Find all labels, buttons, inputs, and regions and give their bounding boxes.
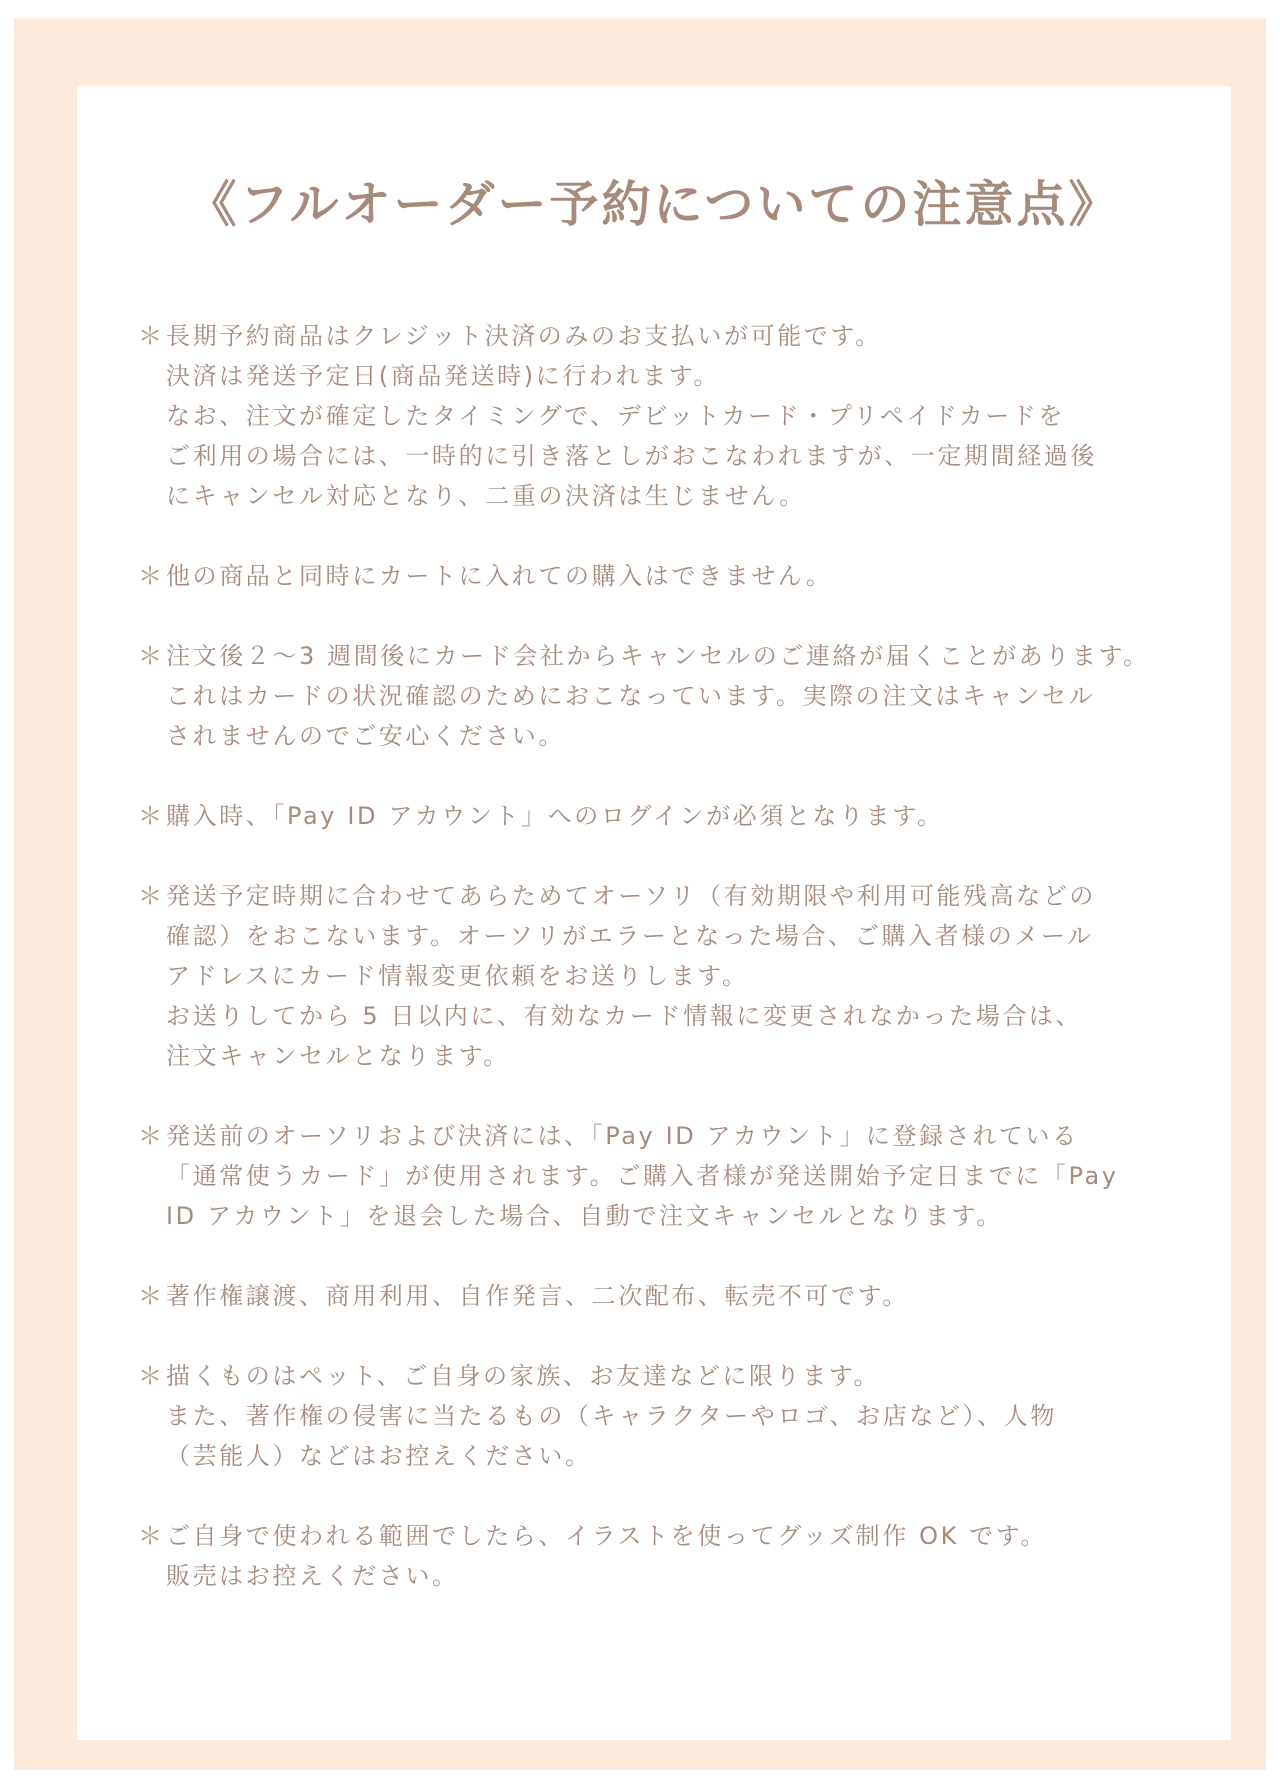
note-line: 他の商品と同時にカートに入れての購入はできません。: [166, 562, 833, 590]
bullet-mark: ＊: [138, 1122, 162, 1150]
note-line: アドレスにカード情報変更依頼をお送りします。: [166, 962, 749, 990]
bullet-mark: ＊: [138, 802, 162, 830]
note-line: ご自身で使われる範囲でしたら、イラストを使ってグッズ制作 OK です。: [166, 1522, 1048, 1550]
note-line: ご利用の場合には、一時的に引き落としがおこなわれますが、一定期間経過後: [166, 442, 1097, 470]
note-item-default-card: [138, 1116, 1218, 1236]
note-line: 描くものはペット、ご自身の家族、お友達などに限ります。: [166, 1362, 881, 1390]
note-line: これはカードの状況確認のためにおこなっています。実際の注文はキャンセル: [166, 682, 1096, 710]
bullet-mark: ＊: [138, 1282, 162, 1310]
note-line: （芸能人）などはお控えください。: [166, 1442, 592, 1470]
note-line: 購入時、「Pay ID アカウント」へのログインが必須となります。: [166, 802, 944, 830]
note-line: 長期予約商品はクレジット決済のみのお支払いが可能です。: [166, 322, 882, 350]
bullet-mark: ＊: [138, 642, 162, 670]
note-line: 「通常使うカード」が使用されます。ご購入者様が発送開始予定日までに「Pay: [166, 1162, 1119, 1190]
page-title: 《フルオーダー予約についての注意点》: [187, 176, 1121, 233]
note-line: 発送前のオーソリおよび決済には、「Pay ID アカウント」に登録されている: [166, 1122, 1079, 1150]
note-item-cart: [138, 556, 1218, 596]
note-line: お送りしてから 5 日以内に、有効なカード情報に変更されなかった場合は、: [166, 1002, 1083, 1030]
note-line: 著作権譲渡、商用利用、自作発言、二次配布、転売不可です。: [166, 1282, 909, 1310]
note-item-login: [138, 796, 1218, 836]
bullet-mark: ＊: [138, 562, 162, 590]
note-line: 注文キャンセルとなります。: [166, 1042, 510, 1070]
note-item-goods: [138, 1516, 1218, 1596]
note-item-payment: [138, 316, 1218, 516]
bullet-mark: ＊: [138, 1522, 162, 1550]
bullet-mark: ＊: [138, 1362, 162, 1390]
note-item-card-check: [138, 636, 1218, 756]
note-item-subjects: [138, 1356, 1218, 1476]
note-line: ID アカウント」を退会した場合、自動で注文キャンセルとなります。: [166, 1202, 1003, 1230]
notes-list: [138, 316, 1218, 1636]
note-line: また、著作権の侵害に当たるもの（キャラクターやロゴ、お店など）、人物: [166, 1402, 1057, 1430]
note-line: なお、注文が確定したタイミングで、デビットカード・プリペイドカードを: [166, 402, 1066, 430]
bullet-mark: ＊: [138, 882, 162, 910]
note-line: 注文後２〜3 週間後にカード会社からキャンセルのご連絡が届くことがあります。: [166, 642, 1150, 670]
note-line: 発送予定時期に合わせてあらためてオーソリ（有効期限や利用可能残高などの: [166, 882, 1097, 910]
note-item-copyright: [138, 1276, 1218, 1316]
note-line: 確認）をおこないます。オーソリがエラーとなった場合、ご購入者様のメール: [166, 922, 1094, 950]
note-item-authorization: [138, 876, 1218, 1076]
note-line: にキャンセル対応となり、二重の決済は生じません。: [166, 482, 806, 510]
note-line: 決済は発送予定日(商品発送時)に行われます。: [166, 362, 721, 390]
notice-card: [77, 86, 1231, 1740]
bullet-mark: ＊: [138, 322, 162, 350]
note-line: 販売はお控えください。: [166, 1562, 459, 1590]
note-line: されませんのでご安心ください。: [166, 722, 565, 750]
page-frame: [14, 18, 1266, 1770]
